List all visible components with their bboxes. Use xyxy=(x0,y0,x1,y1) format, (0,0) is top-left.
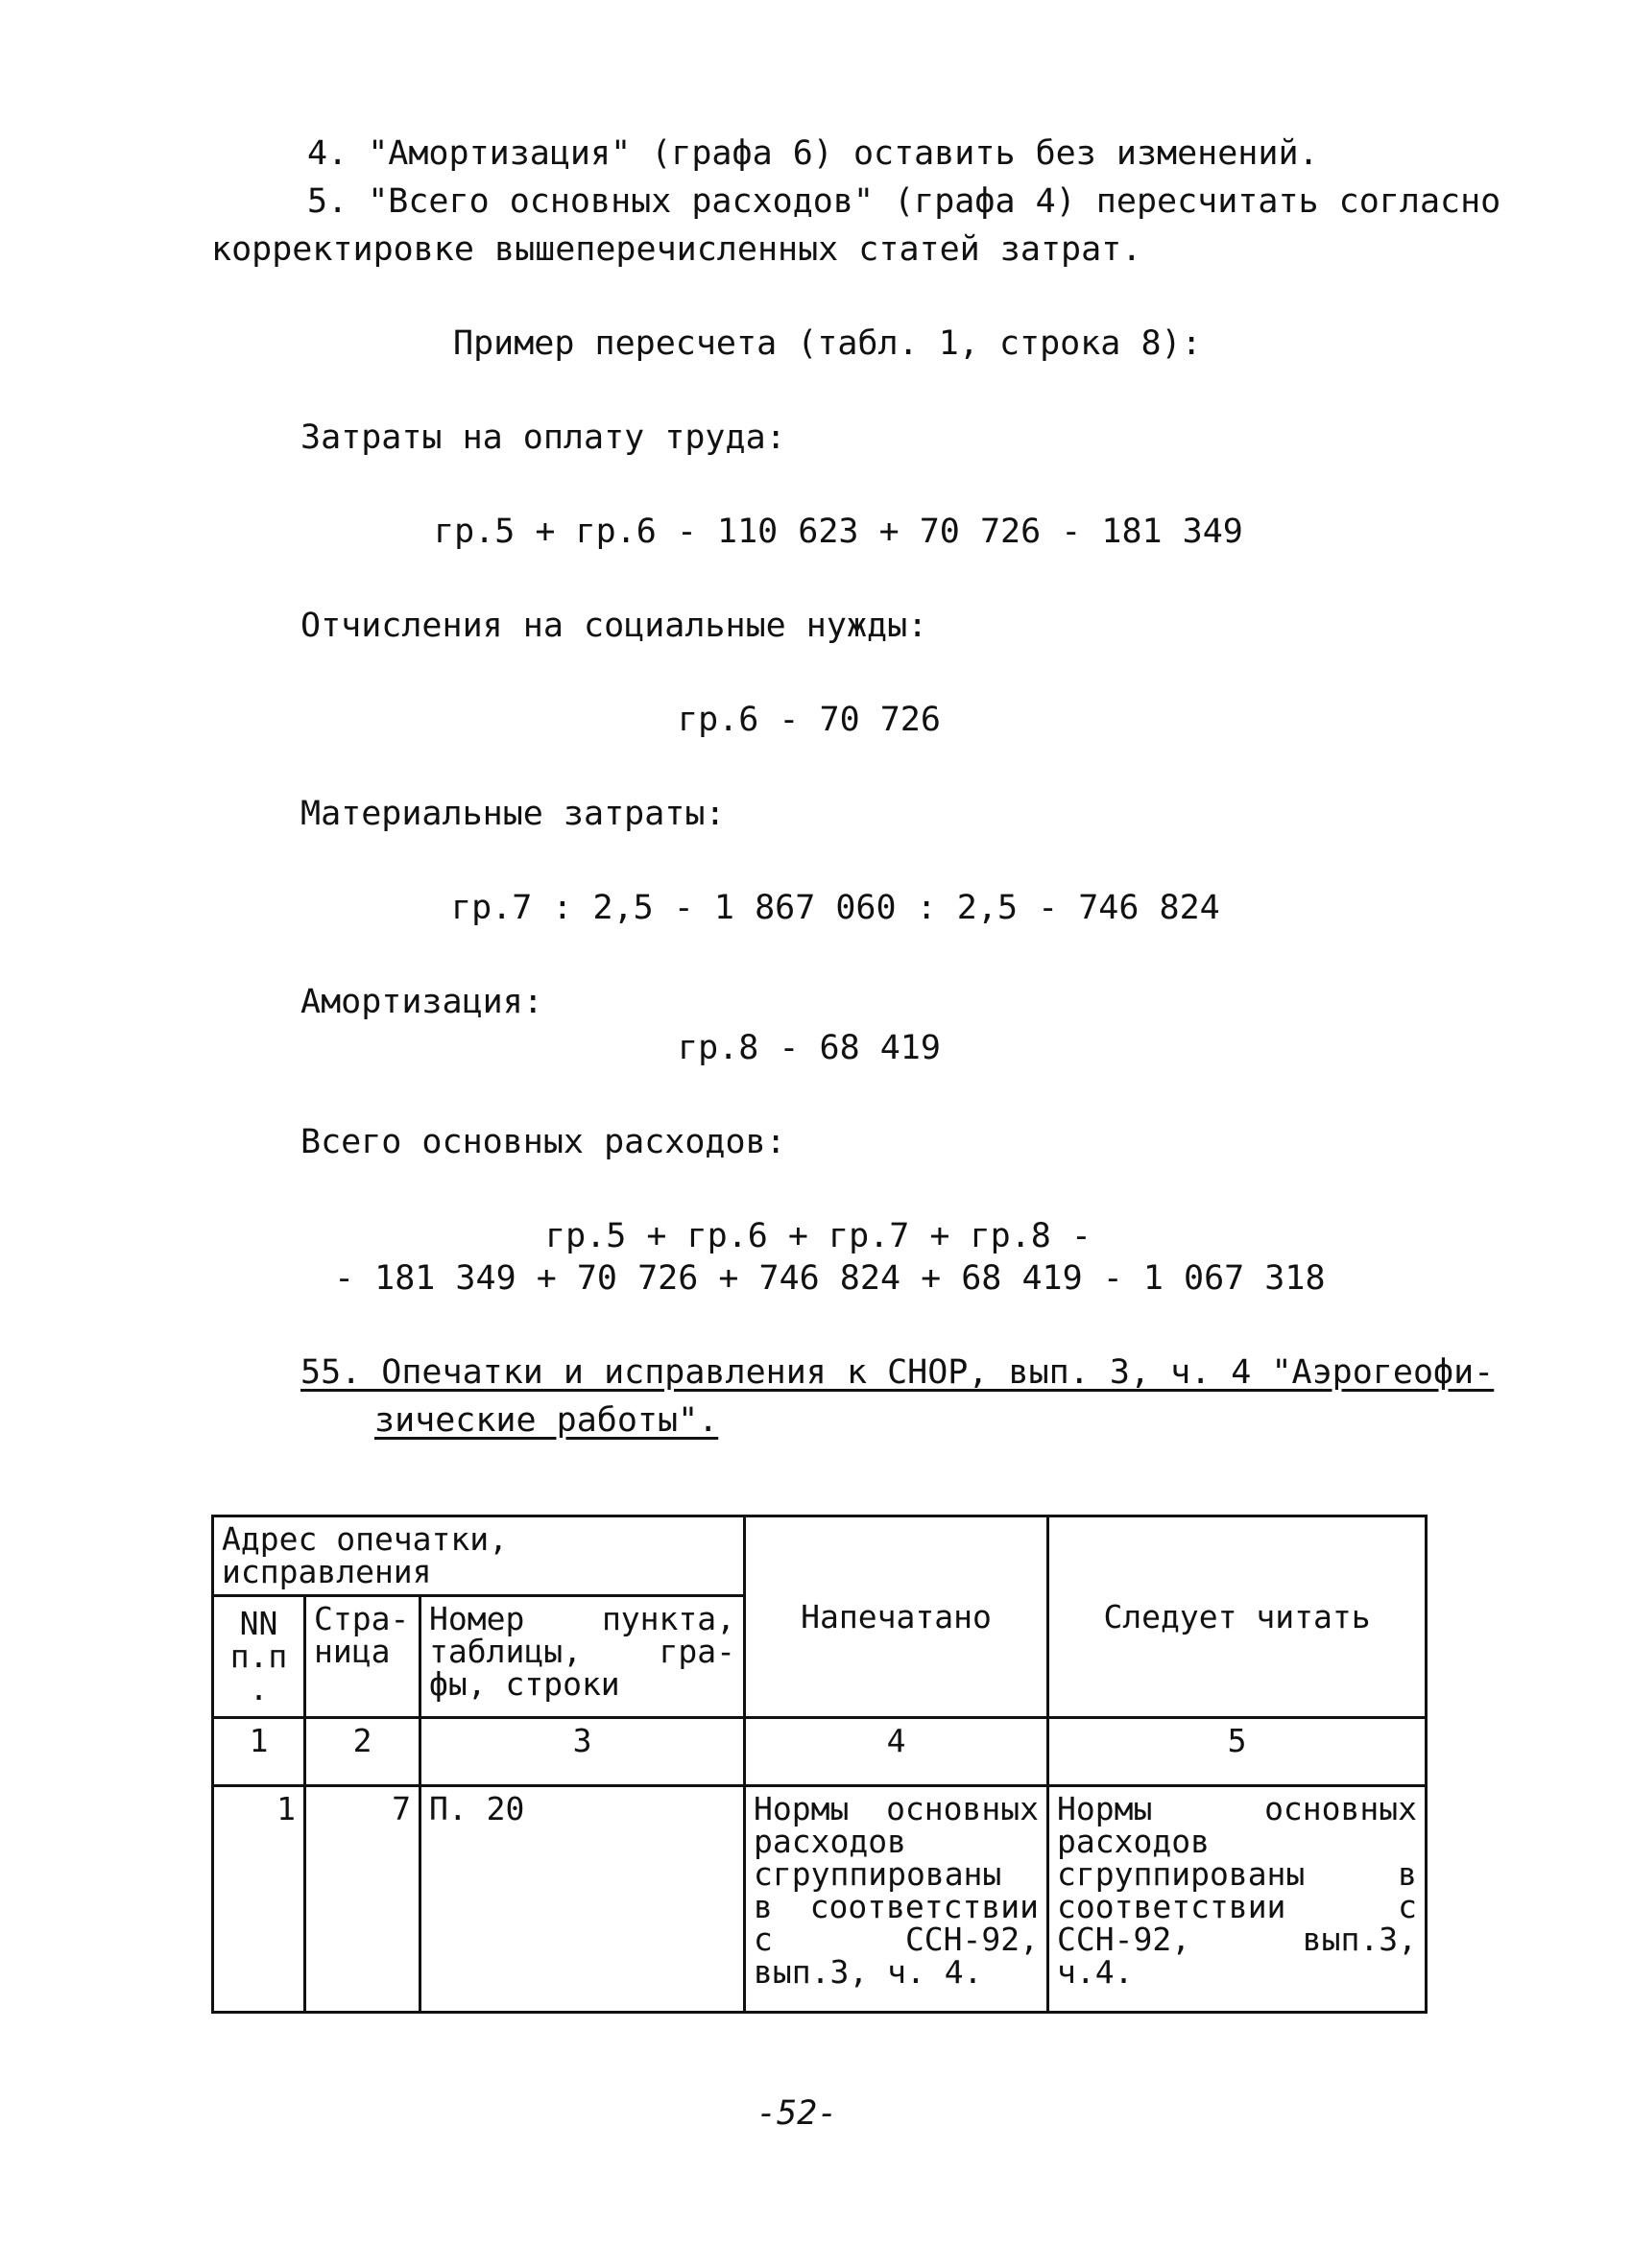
row-item: П. 20 xyxy=(420,1786,745,2013)
row-printed: Нормы основных расходов сгруппированы в соответствии с ССН-92, вып.3, ч. 4. xyxy=(745,1786,1048,2013)
social-formula: гр.6 - 70 726 xyxy=(678,701,941,739)
table-row xyxy=(213,1786,1427,2013)
total-formula-1: гр.5 + гр.6 + гр.7 + гр.8 - xyxy=(545,1217,1092,1255)
text-line-1: 4. "Амортизация" (графа 6) оставить без изменений. xyxy=(307,134,1319,173)
column-number: 3 xyxy=(420,1718,745,1786)
text-line-2: 5. "Всего основных расходов" (графа 4) пересчитать согласно xyxy=(307,182,1501,221)
row-nn: 1 xyxy=(213,1786,305,2013)
example-title: Пример пересчета (табл. 1, строка 8): xyxy=(453,324,1202,363)
amortization-label: Амортизация: xyxy=(300,983,543,1021)
table-header-row-1 xyxy=(213,1516,1427,1596)
total-label: Всего основных расходов: xyxy=(300,1123,786,1161)
column-number: 5 xyxy=(1048,1718,1427,1786)
errata-table xyxy=(211,1515,1428,2014)
column-number: 2 xyxy=(305,1718,420,1786)
text-line-3: корректировке вышеперечисленных статей затрат. xyxy=(211,230,1142,269)
header-read: Следует читать xyxy=(1048,1516,1427,1718)
row-page: 7 xyxy=(305,1786,420,2013)
header-item: Номер пункта, таблицы, гра- фы, строки xyxy=(420,1596,745,1718)
column-number: 4 xyxy=(745,1718,1048,1786)
header-page: Стра- ница xyxy=(305,1596,420,1718)
column-number: 1 xyxy=(213,1718,305,1786)
column-numbers-row xyxy=(213,1718,1427,1786)
labor-costs-formula: гр.5 + гр.6 - 110 623 + 70 726 - 181 349 xyxy=(434,513,1243,551)
material-formula: гр.7 : 2,5 - 1 867 060 : 2,5 - 746 824 xyxy=(451,889,1220,927)
header-address: Адрес опечатки, исправления xyxy=(213,1516,745,1596)
header-printed: Напечатано xyxy=(745,1516,1048,1718)
header-nn: NN п.п. xyxy=(213,1596,305,1718)
row-read: Нормы основных расходов сгруппированы в соответствии с ССН-92, вып.3, ч.4. xyxy=(1048,1786,1427,2013)
material-label: Материальные затраты: xyxy=(300,795,726,833)
labor-costs-label: Затраты на оплату труда: xyxy=(300,418,786,457)
amortization-formula: гр.8 - 68 419 xyxy=(678,1029,941,1067)
page-number: -52- xyxy=(756,2094,838,2133)
social-label: Отчисления на социальные нужды: xyxy=(300,607,928,645)
section-heading-1: 55. Опечатки и исправления к СНОР, вып. 3, ч. 4 "Аэрогеофи- xyxy=(300,1353,1495,1392)
section-heading-2: зические работы". xyxy=(374,1401,719,1440)
total-formula-2: - 181 349 + 70 726 + 746 824 + 68 419 - 1 067 318 xyxy=(334,1259,1326,1298)
